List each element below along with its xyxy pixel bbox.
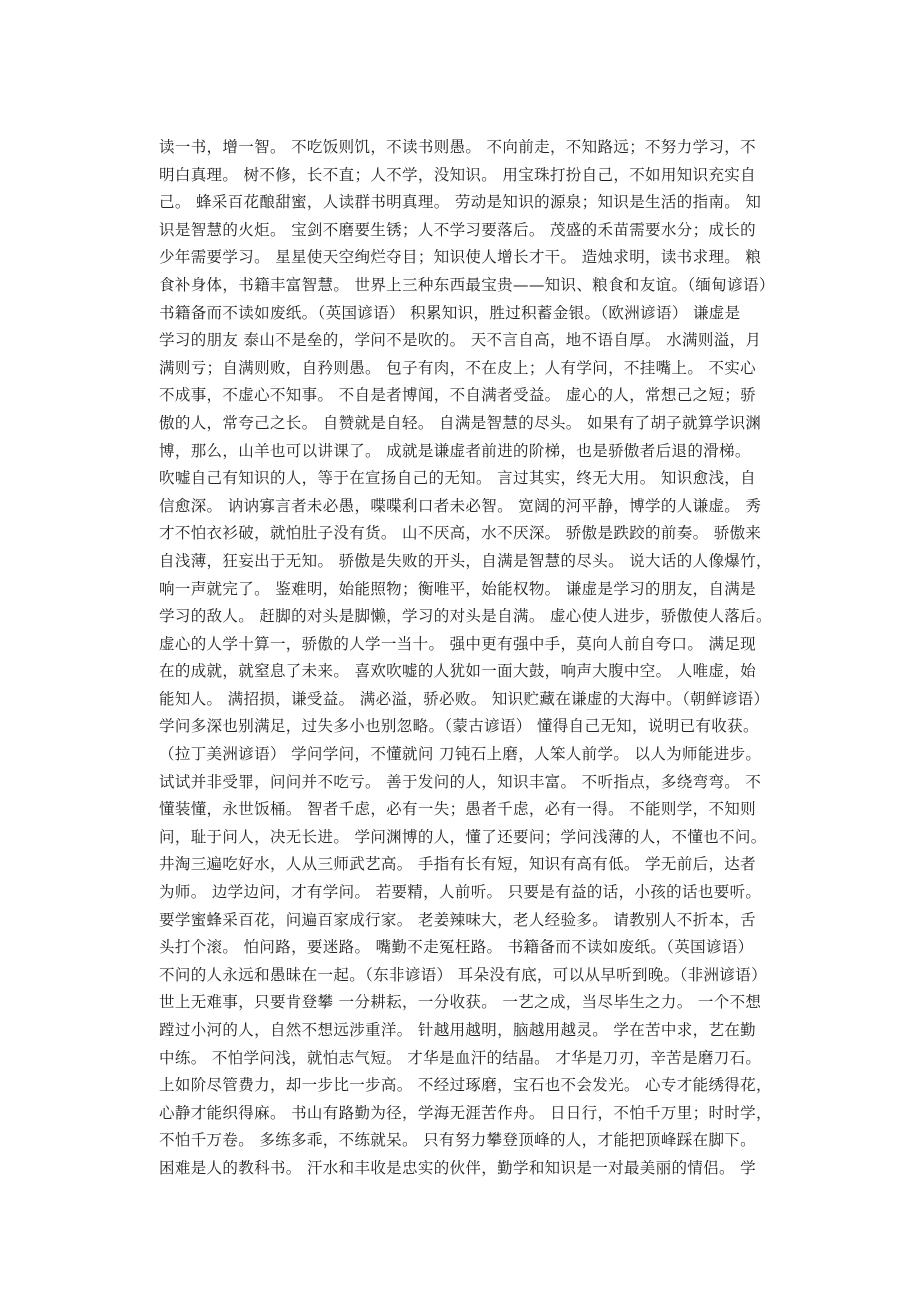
- text-line: 虚心的人学十算一，骄傲的人学一当十。 强中更有强中手，莫向人前自夸口。 满足现: [159, 634, 757, 653]
- text-line: 中练。 不怕学问浅，就怕志气短。 才华是血汗的结晶。 才华是刀刃，辛苦是磨刀石。: [159, 1048, 762, 1067]
- text-line: 在的成就，就窒息了未来。 喜欢吹嘘的人犹如一面大鼓，响声大腹中空。 人唯虚，始: [159, 662, 757, 681]
- text-line: 学习的敌人。 赶脚的对头是脚懒，学习的对头是自满。 虚心使人进步，骄傲使人落后。: [159, 607, 772, 626]
- text-line: 上如阶尽管费力，却一步比一步高。 不经过琢磨，宝石也不会发光。 心专才能绣得花，: [159, 1076, 772, 1095]
- text-line: 响一声就完了。 鉴难明，始能照物；衡唯平，始能权物。 谦虚是学习的朋友，自满是: [159, 579, 757, 598]
- text-line: 才不怕衣衫破，就怕肚子没有货。 山不厌高，水不厌深。 骄傲是跌跤的前奏。 骄傲来: [159, 524, 762, 543]
- text-line: 己。 蜂采百花酿甜蜜，人读群书明真理。 劳动是知识的源泉；知识是生活的指南。 知: [159, 193, 762, 212]
- text-line: 困难是人的教科书。 汗水和丰收是忠实的伙伴，勤学和知识是一对最美丽的情侣。 学: [159, 1158, 757, 1177]
- text-line: 信愈深。 讷讷寡言者未必愚，喋喋利口者未必智。 宽阔的河平静，博学的人谦虚。 秀: [159, 496, 762, 515]
- text-line: 不成事，不虚心不知事。 不自是者博闻，不自满者受益。 虚心的人，常想己之短；骄: [159, 386, 757, 405]
- text-line: （拉丁美洲谚语） 学问学问，不懂就问 刀钝石上磨，人笨人前学。 以人为师能进步。: [159, 745, 762, 764]
- text-line: 自浅薄，狂妄出于无知。 骄傲是失败的开头，自满是智慧的尽头。 说大话的人像爆竹，: [159, 551, 772, 570]
- text-line: 满则亏；自满则败，自矜则愚。 包子有肉，不在皮上；人有学问，不挂嘴上。 不实心: [159, 358, 757, 377]
- text-line: 问，耻于问人，决无长进。 学问渊博的人，懂了还要问；学问浅薄的人，不懂也不问。: [159, 827, 767, 846]
- text-line: 读一书，增一智。 不吃饭则饥，不读书则愚。 不向前走，不知路远；不努力学习，不: [159, 138, 757, 156]
- text-line: 不问的人永远和愚昧在一起。（东非谚语） 耳朵没有底，可以从早听到晚。（非洲谚语）: [159, 965, 767, 984]
- text-line: 头打个滚。 怕问路，要迷路。 嘴勤不走冤枉路。 书籍备而不读如废纸。（英国谚语）: [159, 938, 754, 957]
- text-line: 世上无难事，只要肯登攀 一分耕耘，一分收获。 一艺之成，当尽毕生之力。 一个不想: [159, 993, 762, 1012]
- text-line: 食补身体，书籍丰富智慧。 世界上三种东西最宝贵——知识、粮食和友谊。（缅甸谚语）: [159, 275, 775, 294]
- text-line: 吹嘘自己有知识的人，等于在宣扬自己的无知。 言过其实，终无大用。 知识愈浅，自: [159, 469, 757, 488]
- text-line: 心静才能织得麻。 书山有路勤为径，学海无涯苦作舟。 日日行，不怕千万里；时时学，: [159, 1103, 772, 1122]
- text-line: 学问多深也别满足，过失多小也别忽略。（蒙古谚语） 懂得自己无知，说明已有收获。: [159, 717, 759, 736]
- text-line: 井淘三遍吃好水，人从三师武艺高。 手指有长有短，知识有高有低。 学无前后，达者: [159, 855, 757, 874]
- text-line: 少年需要学习。 星星使天空绚烂夺目；知识使人增长才干。 造烛求明，读书求理。 粮: [159, 248, 762, 267]
- text-line: 为师。 边学边问，才有学问。 若要精，人前听。 只要是有益的话，小孩的话也要听。: [159, 883, 762, 902]
- text-line: 明白真理。 树不修，长不直；人不学，没知识。 用宝珠打扮自己，不如用知识充实自: [159, 165, 757, 184]
- text-line: 蹚过小河的人，自然不想远涉重洋。 针越用越明，脑越用越灵。 学在苦中求，艺在勤: [159, 1021, 757, 1039]
- text-line: 不怕千万卷。 多练多乖，不练就呆。 只有努力攀登顶峰的人，才能把顶峰踩在脚下。: [159, 1131, 757, 1150]
- text-line: 傲的人，常夸己之长。 自赞就是自轻。 自满是智慧的尽头。 如果有了胡子就算学识渊: [159, 413, 762, 432]
- text-line: 博，那么，山羊也可以讲课了。 成就是谦虚者前进的阶梯，也是骄傲者后退的滑梯。: [159, 441, 751, 460]
- text-line: 懂装懂，永世饭桶。 智者千虑，必有一失；愚者千虑，必有一得。 不能则学，不知则: [159, 800, 757, 819]
- text-line: 识是智慧的火炬。 宝剑不磨要生锈；人不学习要落后。 茂盛的禾苗需要水分；成长的: [159, 220, 757, 239]
- text-line: 要学蜜蜂采百花，问遍百家成行家。 老姜辣味大，老人经验多。 请教别人不折本，舌: [159, 910, 757, 929]
- text-line: 试试并非受罪，问问并不吃亏。 善于发问的人，知识丰富。 不听指点，多绕弯弯。 不: [159, 772, 762, 791]
- document-body: [159, 134, 789, 1183]
- text-line: 学习的朋友 泰山不是垒的，学问不是吹的。 天不言自高，地不语自厚。 水满则溢，月: [159, 331, 762, 350]
- text-line: 书籍备而不读如废纸。（英国谚语） 积累知识，胜过积蓄金银。（欧洲谚语） 谦虚是: [159, 303, 741, 322]
- text-line: 能知人。 满招损，谦受益。 满必溢，骄必败。 知识贮藏在谦虚的大海中。（朝鲜谚语）: [159, 689, 770, 708]
